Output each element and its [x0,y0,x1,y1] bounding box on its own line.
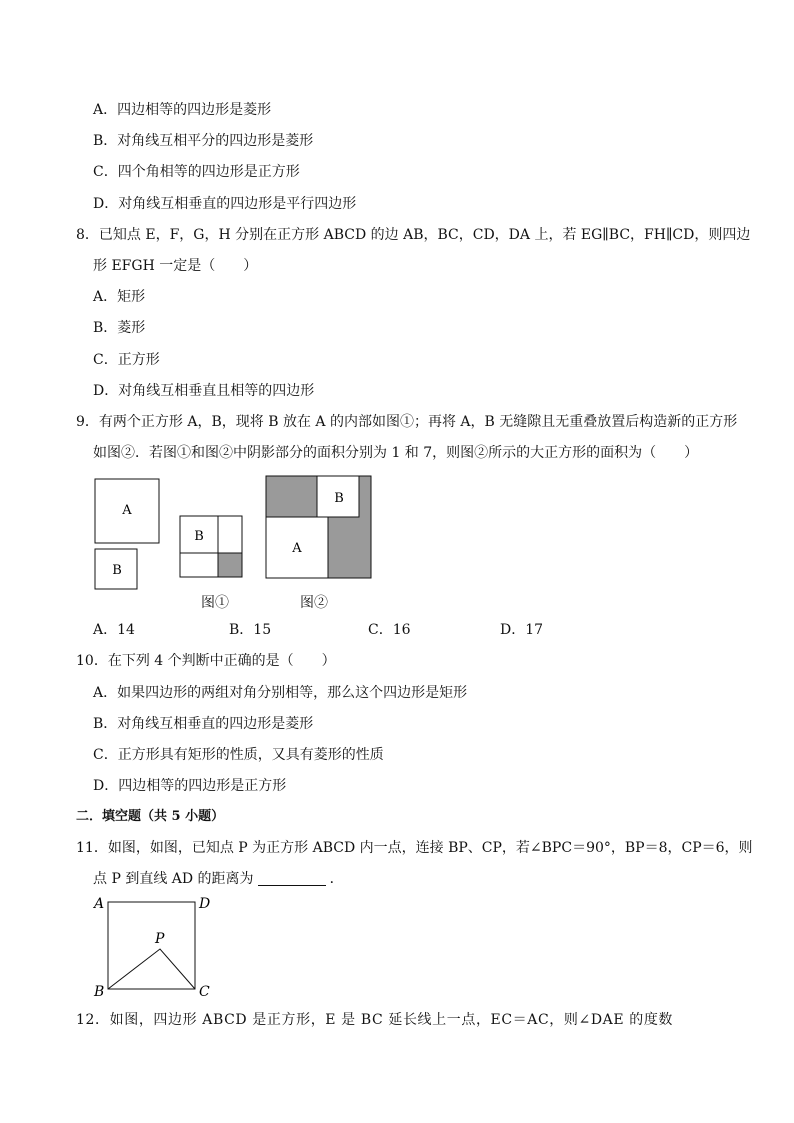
q11-label-d: D [199,896,211,912]
q8-option-d: D．对角线互相垂直且相等的四边形 [93,383,315,399]
q10-stem: 10．在下列 4 个判断中正确的是（ ） [76,653,336,669]
q8-option-b: B．菱形 [93,320,146,336]
q11-label-b: B [94,984,105,1000]
q7-option-c: C．四个角相等的四边形是正方形 [93,164,300,180]
q7-option-d: D．对角线互相垂直的四边形是平行四边形 [93,196,357,212]
q9-fig2-label-a: A [292,541,302,556]
q11-label-c: C [199,984,210,1000]
q11-answer-blank[interactable] [258,871,326,886]
q12-stem: 12．如图，四边形 ABCD 是正方形，E 是 BC 延长线上一点，EC＝AC，则∠DAE 的度数 [76,1012,674,1028]
q9-caption-fig1: 图① [201,595,229,611]
q9-option-a: A．14 [93,622,135,638]
q11-label-p: P [155,931,165,947]
q10-option-c: C．正方形具有矩形的性质，又具有菱形的性质 [93,747,384,763]
q9-option-c: C．16 [368,622,411,638]
q11-stem-end: ． [329,871,344,887]
q7-option-a: A．四边相等的四边形是菱形 [93,102,272,118]
q8-stem-line1: 8．已知点 E，F，G，H 分别在正方形 ABCD 的边 AB，BC，CD，DA 上，若 EG∥BC，FH∥CD，则四边 [76,227,751,243]
q11-square-abcd [108,902,195,989]
q9-fig1-shaded [218,553,242,577]
q11-stem-line2 [93,869,344,889]
q10-option-b: B．对角线互相垂直的四边形是菱形 [93,716,314,732]
q9-square-b-label: B [112,563,122,578]
q10-option-d: D．四边相等的四边形是正方形 [93,778,287,794]
q9-option-d: D．17 [500,622,544,638]
q7-option-b: B．对角线互相平分的四边形是菱形 [93,133,314,149]
q9-fig2-label-b: B [334,491,344,506]
q10-option-a: A．如果四边形的两组对角分别相等，那么这个四边形是矩形 [93,685,468,701]
q8-option-c: C．正方形 [93,352,160,368]
q9-stem-line2: 如图②．若图①和图②中阴影部分的面积分别为 1 和 7，则图②所示的大正方形的面积为（ ） [93,445,699,461]
q11-figure [90,892,220,1002]
q11-stem-text: 点 P 到直线 AD 的距离为 [93,871,254,887]
q11-stem-line1: 11．如图，如图，已知点 P 为正方形 ABCD 内一点，连接 BP、CP，若∠BPC＝90°，BP＝8，CP＝6，则 [76,840,753,856]
q9-fig1-label-b: B [194,529,204,544]
q11-label-a: A [94,896,105,912]
section-heading-fill-in: 二．填空题（共 5 小题） [76,809,225,824]
q9-square-a-label: A [122,503,132,518]
q9-stem-line1: 9．有两个正方形 A，B，现将 B 放在 A 的内部如图①；再将 A，B 无缝隙且无重叠放置后构造新的正方形 [76,414,738,430]
q9-option-b: B．15 [229,622,272,638]
q8-option-a: A．矩形 [93,289,146,305]
q9-figures [90,474,390,594]
q8-stem-line2: 形 EFGH 一定是（ ） [93,258,258,274]
q9-caption-fig2: 图② [300,595,328,611]
q11-triangle-bpc [108,949,195,989]
